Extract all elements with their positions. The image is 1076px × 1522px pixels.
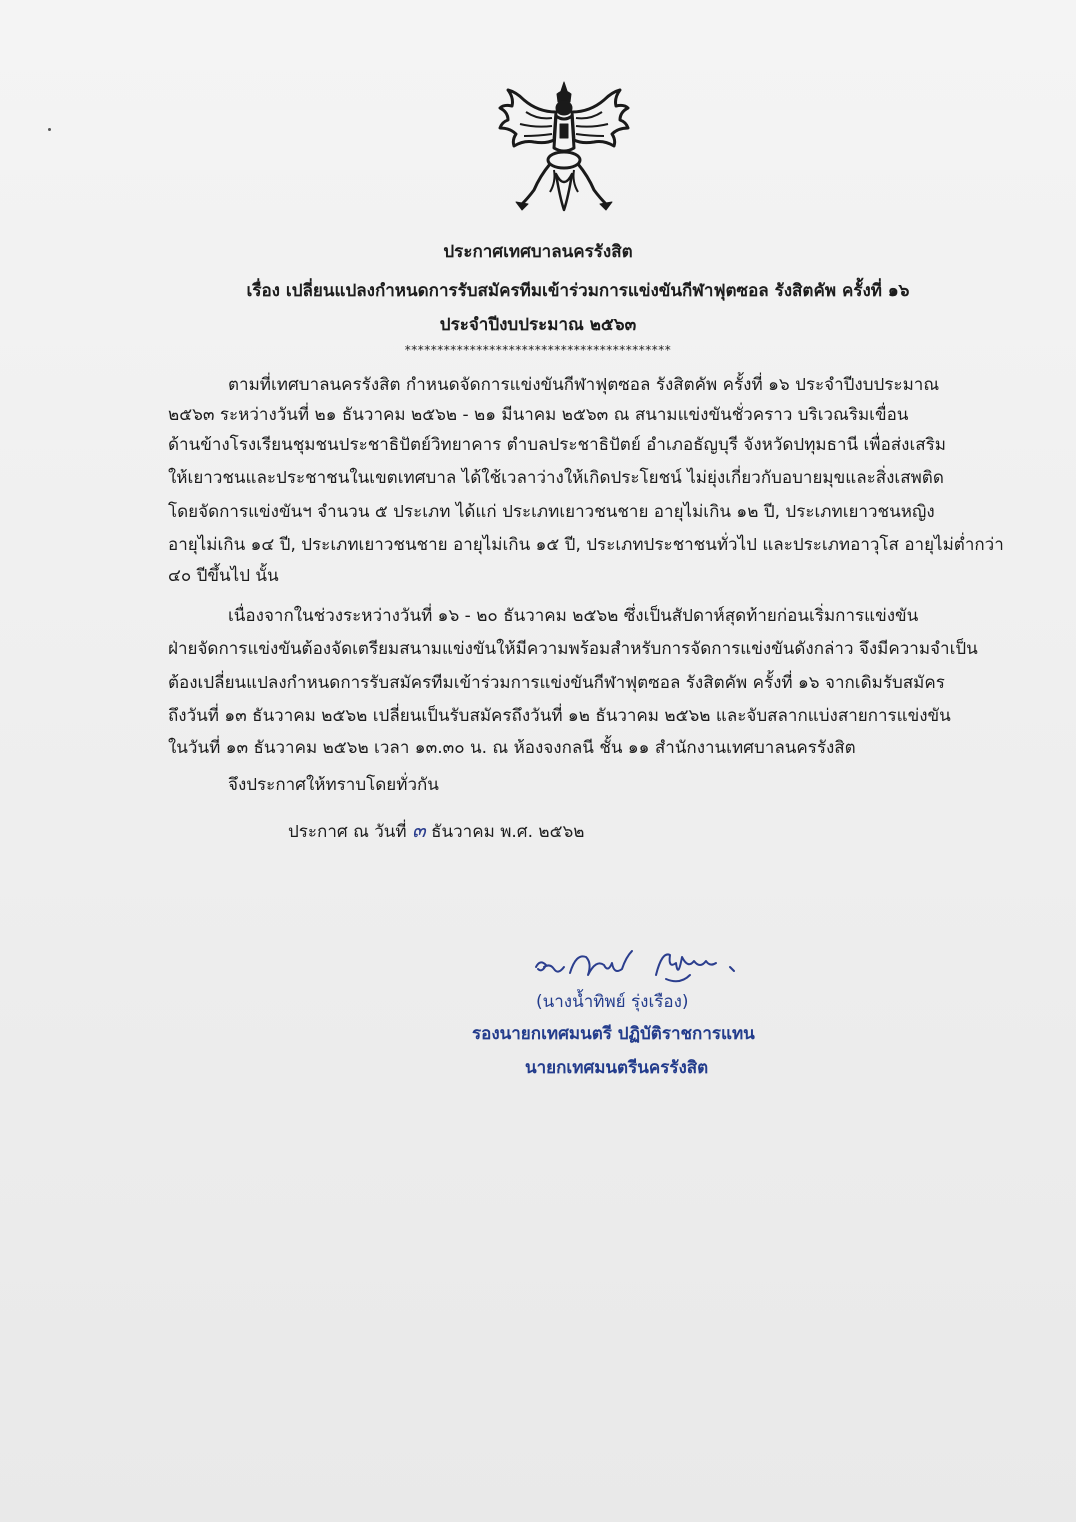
paragraph1-line: ตามที่เทศบาลนครรังสิต กำหนดจัดการแข่งขันกีฬาฟุตซอล รังสิตคัพ ครั้งที่ ๑๖ ประจำปีงบประมาณ [228, 375, 940, 395]
paragraph1-line: โดยจัดการแข่งขันฯ จำนวน ๕ ประเภท ได้แก่ ประเภทเยาวชนชาย อายุไม่เกิน ๑๒ ปี, ประเภทเยาวชนหญิง [168, 502, 935, 522]
signer-name: (นางน้ำทิพย์ รุ่งเรือง) [536, 992, 689, 1012]
handwritten-signature-icon [530, 945, 770, 995]
closing-line: จึงประกาศให้ทราบโดยทั่วกัน [228, 775, 439, 795]
paper-dot [48, 128, 51, 131]
garuda-emblem-icon [494, 78, 634, 218]
paragraph2-line: ในวันที่ ๑๓ ธันวาคม ๒๕๖๒ เวลา ๑๓.๓๐ น. ณ ห้องจงกลนี ชั้น ๑๑ สำนักงานเทศบาลนครรังสิต [168, 738, 856, 758]
announcement-subject: เรื่อง เปลี่ยนแปลงกำหนดการรับสมัครทีมเข้าร่วมการแข่งขันกีฬาฟุตซอล รังสิตคัพ ครั้งที่ ๑๖ [246, 281, 910, 301]
announce-day: ๓ [412, 818, 426, 842]
paragraph1-line: ๒๕๖๓ ระหว่างวันที่ ๒๑ ธันวาคม ๒๕๖๒ - ๒๑ มีนาคม ๒๕๖๓ ณ สนามแข่งขันชั่วคราว บริเวณริมเขื่อน [168, 405, 909, 425]
announce-prefix: ประกาศ ณ วันที่ [288, 822, 407, 842]
announce-suffix: ธันวาคม พ.ศ. ๒๕๖๒ [431, 822, 585, 842]
paragraph2-line: ถึงวันที่ ๑๓ ธันวาคม ๒๕๖๒ เปลี่ยนเป็นรับสมัครถึงวันที่ ๑๒ ธันวาคม ๒๕๖๒ และจับสลากแบ่งสายการแข่งขัน [168, 706, 951, 726]
paragraph1-line: ๔๐ ปีขึ้นไป นั้น [168, 566, 279, 586]
announcement-title: ประกาศเทศบาลนครรังสิต [443, 242, 633, 262]
paragraph1-line: อายุไม่เกิน ๑๔ ปี, ประเภทเยาวชนชาย อายุไม่เกิน ๑๕ ปี, ประเภทประชาชนทั่วไป และประเภทอาวุโส อายุไม่ต่ำกว่า [168, 535, 1004, 555]
fiscal-year-line: ประจำปีงบประมาณ ๒๕๖๓ [439, 315, 637, 335]
paragraph1-line: ให้เยาวชนและประชาชนในเขตเทศบาล ได้ใช้เวลาว่างให้เกิดประโยชน์ ไม่ยุ่งเกี่ยวกับอบายมุขและสิ่งเสพติด [168, 468, 944, 488]
signer-title: นายกเทศมนตรีนครรังสิต [525, 1058, 709, 1078]
announce-date-line [288, 820, 584, 841]
signer-position: รองนายกเทศมนตรี ปฏิบัติราชการแทน [472, 1024, 755, 1044]
paragraph2-line: เนื่องจากในช่วงระหว่างวันที่ ๑๖ - ๒๐ ธันวาคม ๒๕๖๒ ซึ่งเป็นสัปดาห์สุดท้ายก่อนเริ่มการแข่งขัน [228, 606, 919, 626]
separator-line: ***************************************** [404, 343, 672, 357]
paragraph1-line: ด้านข้างโรงเรียนชุมชนประชาธิปัตย์วิทยาคาร ตำบลประชาธิปัตย์ อำเภอธัญบุรี จังหวัดปทุมธานี เพื่อส่งเสริม [168, 435, 946, 455]
paragraph2-line: ต้องเปลี่ยนแปลงกำหนดการรับสมัครทีมเข้าร่วมการแข่งขันกีฬาฟุตซอล รังสิตคัพ ครั้งที่ ๑๖ จากเดิมรับสมัคร [168, 673, 945, 693]
paragraph2-line: ฝ่ายจัดการแข่งขันต้องจัดเตรียมสนามแข่งขันให้มีความพร้อมสำหรับการจัดการแข่งขันดังกล่าว จึงมีความจำเป็น [168, 639, 978, 659]
